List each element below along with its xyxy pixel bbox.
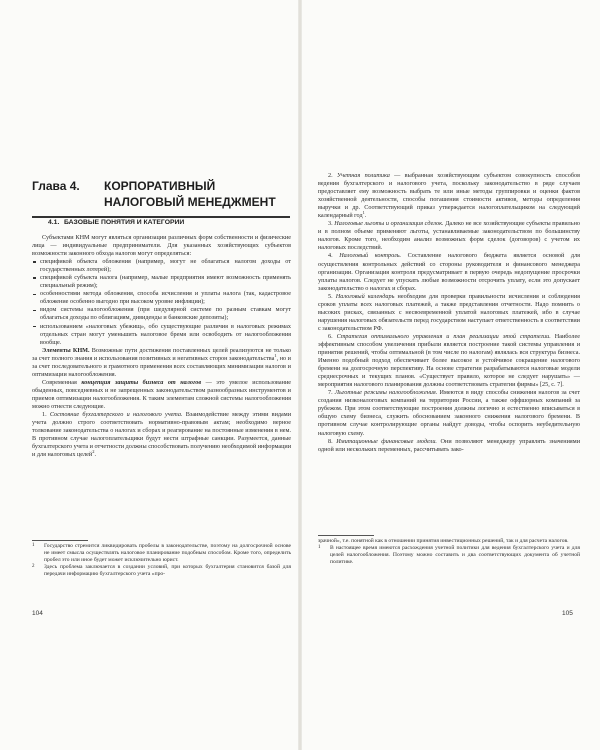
intro-paragraph: Субъектами КНМ могут являться организации различных форм собственности и физические лица — индивидуальные предприниматели. Для указанных хозяйствующих субъектов возможности законного обхода налогов могут определяться: [32,234,291,258]
section-number: 4.1. [48,219,60,226]
item-term: Налоговый контроль. [339,252,402,260]
elements-paragraph [32,347,291,379]
footnote-text: Государство стремится ликвидировать пробелы в законодательстве, поэтому на долгосрочной основе не имеет смысла осуществлять налоговое планирование подобным способом. Кроме того, определить пробел это или иное будет может исключительно юрист. [44,543,291,563]
page-right [302,0,600,750]
item-number: 3. [328,220,335,228]
item-text: Они позволяют менеджеру управлять значениями одной или нескольких переменных, рассчитывать зако- [318,437,580,453]
item-text: необходим для проверки правильности исчисления и соблюдения сроков уплаты всех налоговых платежей, а также представления отчетности. Надо помнить о высоких рисках, связанных с несвоевременной уплатой налоговых платежей, ибо в случае нарушения налоговых обязательств перед государством наступает ответственность в соответствии с законодательством РФ. [318,292,581,332]
item-4-paragraph [318,252,580,292]
item-number: 7. [328,389,335,397]
chapter-title: КОРПОРАТИВНЫЙ НАЛОГОВЫЙ МЕНЕДЖМЕНТ [104,179,276,209]
item-number: 8. [328,437,337,445]
chapter-number: Глава 4. [32,179,80,193]
item-term: Льготные режимы налогообложения. [334,389,438,397]
item-text: Имеются в виду способы снижения налогов за счет создания низконалоговых компаний на территории России, а также оффшорных компаний за рубежом. При этом соответствующие построения должны логично и естественно вписываться в общую схему бизнеса, служить обоснованием законного снижения налогового бремени. В противном случае контролирующие органы найдут доводы, чтобы оспорить неубедительную налоговую схему. [318,389,580,437]
footnote-rule [318,535,374,536]
item-text: Наиболее эффективным способом увеличения прибыли является построение такой системы управления и принятия решений, чтобы оптимальной (в том числе по налогам) являлась вся структура бизнеса. Именно подобный подход обеспечивает более высокое и устойчивое сокращение налогового бремени на долгосрочную перспективу. На основе стратегии разрабатываются налоговые модели среднесрочных и текущих планов. «Существует правило, которое не следует нарушать» — мероприятия налогового планирования должны соответствовать стратегии фирмы» [25, с. 7]. [318,332,580,389]
item-2-paragraph [318,172,580,220]
item-7-paragraph [318,389,580,437]
list-item: спецификой объекта обложения (например, могут не облагаться налогом доходы от государственных лотерей); [32,258,291,274]
item-term: Налоговые льготы и организация сделок. [334,220,444,228]
item-8-paragraph [318,438,580,454]
list-item: использованием «налоговых убежищ», обо существующие различия в налоговых режимах отдельных стран могут уменьшить налоговое бремя или освободить от налогообложения вообще. [32,323,291,347]
elements-lead: Элементы КНМ. [42,346,90,354]
footnote [318,545,580,566]
item-number: 1. [42,411,50,419]
left-footnotes [32,543,291,578]
section-heading [48,219,184,226]
item-6-paragraph [318,333,580,389]
list-item: видом системы налогообложения (при шедулярной системе по разным ставкам могут облагаться доходы по облигациям, дивиденды и банковские депозиты); [32,306,291,322]
page-number: 105 [562,610,573,617]
item-term: Имитационные финансовые модели. [336,437,437,445]
item-number: 2. [328,172,337,179]
elements-text-cont: , но и за счет последовательного и грамотного применения всех составляющих минимизации налогов и оптимизации налогообложения. [32,354,291,378]
footnote-ref[interactable]: 2 [92,449,95,455]
item-term: Состояние бухгалтерского и налогового учета. [49,411,183,419]
page-number: 104 [32,610,43,617]
section-title: БАЗОВЫЕ ПОНЯТИЯ И КАТЕГОРИИ [64,219,185,226]
right-footnotes [318,538,580,566]
item-end: . [94,451,96,459]
item-end: . [364,212,367,220]
item-1-paragraph [32,411,291,459]
item-term: Учетная политика [336,172,390,179]
item-term: Стратегия оптимального управления и план реализации этой стратегии. [336,332,551,340]
footnote [32,564,291,578]
left-body-text [32,234,291,459]
chapter-rule [32,216,290,218]
concept-paragraph [32,379,291,411]
item-text: Составление налогового бюджета является основой для осуществления контрольных действий со стороны руководителя и финансового менеджера организации. Организация контроля предусматривает в первую очередь недопущение просрочки уплаты налогов. Следует не упускать любые возможности отсрочить уплату, если это допускает законодательство о налогах и сборах. [318,252,581,292]
right-body-text [318,172,580,454]
list-item: особенностями метода обложения, способа исчисления и уплаты налога (так, кадастровое обложение особенно выгодно при высоком уровне инфляции); [32,290,291,306]
footnote-ref[interactable]: 1 [274,352,277,358]
footnote-ref[interactable]: 1 [362,210,365,216]
elements-text: Возможные пути достижения поставленных целей реализуются не только за счет полного знания и использования позитивных и негативных сторон законодательства [32,346,291,362]
concept-post: — это умелое использование обыденных, повседневных и не запрещенных законодательством разнообразных инструментов и приемов оптимизации налогообложения. К таким элементам сложной системы налогообложения можно отнести следующие. [32,378,292,410]
footnote-mark: 2 [32,564,35,569]
footnote-rule [32,540,88,541]
item-3-paragraph [318,220,580,252]
list-item: спецификой субъекта налога (например, малые предприятия имеют возможность применять специальный режим); [32,274,291,290]
footnote-mark: 1 [32,543,35,548]
footnote-text: Здесь проблема заключается в создании условий, при которых бухгалтерия становится базой для передачи информацию бухгалтерского учета «про- [44,564,291,577]
item-number: 6. [328,332,337,340]
concept-pre: Современная [42,378,82,386]
page-left [0,0,298,750]
item-text: Взаимодействие между этими видами учета должно строго соответствовать нормативно-правовым актам; необходимо верное толкование законодательства о налогах и сборах и реагирование на постоянные изменения в нем. В противном случае налогоплательщики будут нести штрафные санкции. Разумеется, данные бухгалтерского учета и отчетности должны способствовать получению необходимой информации и для налоговых целей [32,411,292,459]
factors-list [32,258,291,347]
footnote [32,543,291,564]
item-text: Далеко не все хозяйствующие субъекты правильно и в полном объеме применяют льготы, устанавливаемые законодательством по большинству налогов. Кроме того, необходим анализ возможных форм сделок (договоров) с учетом их налоговых последствий. [318,220,580,252]
footnote-continuation [318,538,580,545]
concept-term: концепция защиты бизнеса от налогов [81,378,202,386]
footnote-text: В настоящее время имеются расхождения учетной политики для ведения бухгалтерского учета и для целей налогообложения. Поэтому можно составить и два соответствующих документа об учетной политике. [330,545,580,565]
item-number: 4. [328,252,340,260]
item-text: — выбранная хозяйствующим субъектом совокупность способов ведения бухгалтерского и налогового учета, поскольку законодательство в ряде случаев предоставляет ему возможность выбрать те или иные методы группировки и оценки фактов хозяйственной деятельности, способы погашения стоимости активов, методы определения выручки и др. Соответствующий приказ утверждается налогоплательщиком на следующий календарный год [318,172,580,220]
item-5-paragraph [318,293,580,333]
footnote-mark: 1 [318,545,321,550]
item-number: 5. [328,292,336,300]
item-term: Налоговый календарь [335,292,395,300]
footnote-text: зрачной», т.е. понятной как в отношении принятия инвестиционных решений, так и для расчета налогов. [318,538,569,544]
